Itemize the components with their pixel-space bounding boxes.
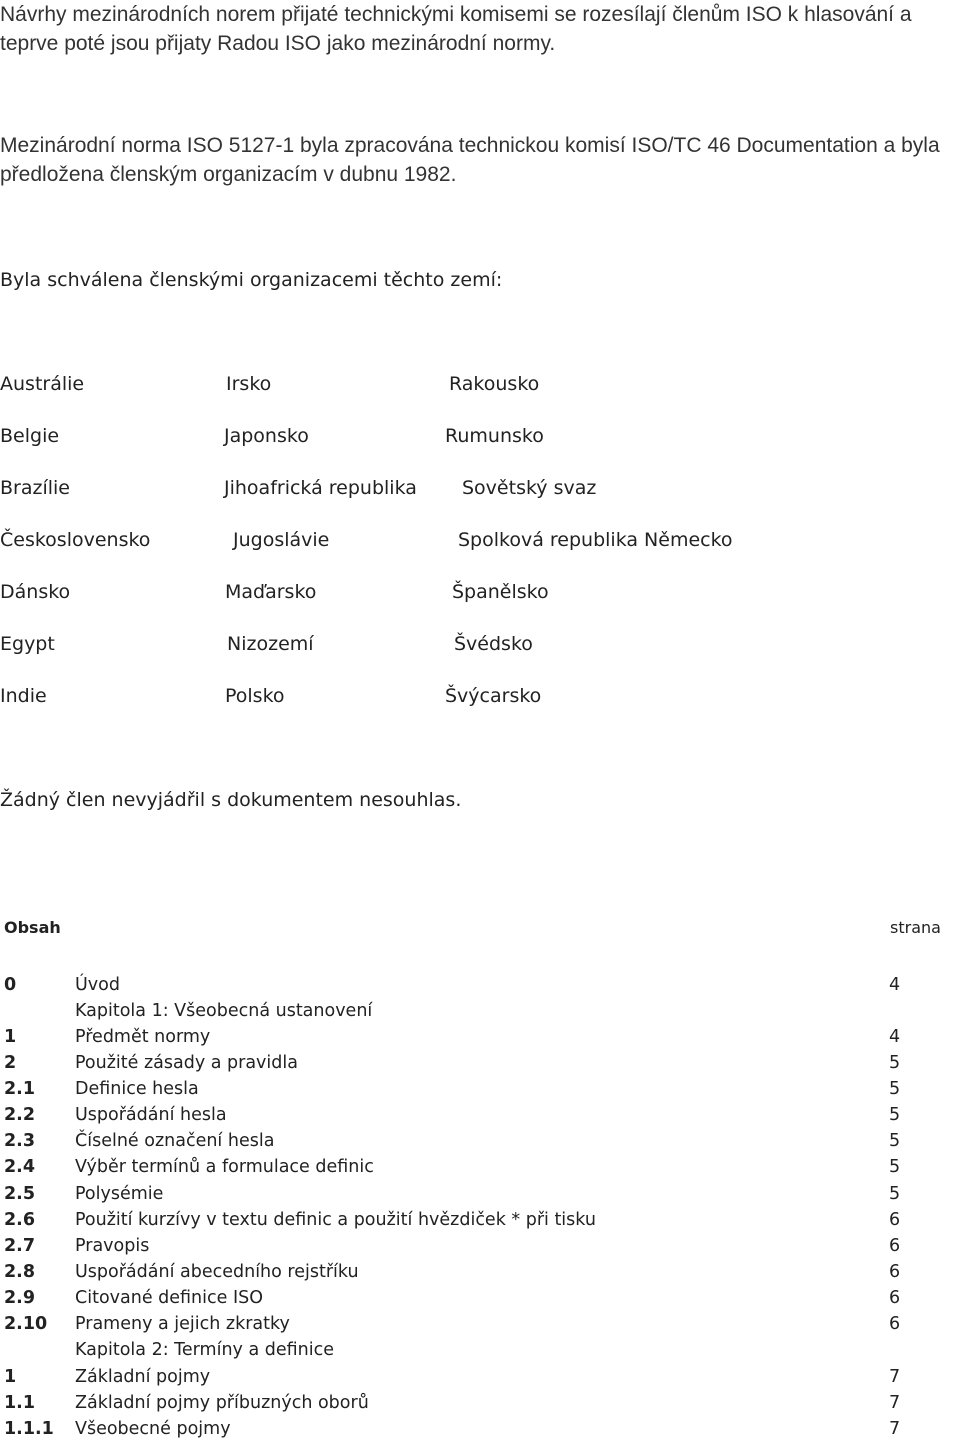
toc-number: 2.8: [4, 1262, 36, 1282]
intro-paragraph-1-line-1: Návrhy mezinárodních norem přijaté technickými komisemi se rozesílají členům ISO k hlasování a: [0, 3, 912, 26]
toc-page-number: 4: [889, 975, 901, 995]
toc-number: 2.9: [4, 1288, 36, 1308]
toc-number: 2.5: [4, 1184, 36, 1204]
toc-number: 2.6: [4, 1210, 36, 1230]
toc-page-number: 6: [889, 1236, 901, 1256]
toc-row: [0, 1208, 960, 1232]
toc-page-number: 7: [889, 1393, 901, 1413]
intro-paragraph-2-line-2: předložena členským organizacím v dubnu 1982.: [0, 163, 457, 186]
toc-title: Kapitola 2: Termíny a definice: [75, 1340, 334, 1360]
toc-number: 1.1.1: [4, 1419, 54, 1439]
country-name: Austrálie: [0, 373, 85, 395]
toc-row: [0, 1234, 960, 1258]
toc-title: Uspořádání abecedního rejstříku: [75, 1262, 359, 1282]
no-objection-text: Žádný člen nevyjádřil s dokumentem nesouhlas.: [0, 789, 462, 811]
toc-page-number: 5: [889, 1105, 901, 1125]
country-name: Irsko: [226, 373, 272, 395]
toc-row: [0, 1051, 960, 1075]
toc-row: [0, 1182, 960, 1206]
country-name: Jihoafrická republika: [224, 477, 417, 499]
toc-title: Prameny a jejich zkratky: [75, 1314, 290, 1334]
toc-title: Kapitola 1: Všeobecná ustanovení: [75, 1001, 373, 1021]
country-name: Japonsko: [224, 425, 309, 447]
country-name: Švédsko: [454, 633, 533, 655]
toc-page-number: 6: [889, 1288, 901, 1308]
toc-page-number: 5: [889, 1157, 901, 1177]
toc-page-number: 5: [889, 1131, 901, 1151]
toc-row: [0, 1025, 960, 1049]
intro-paragraph-2-line-1: Mezinárodní norma ISO 5127-1 byla zpracována technickou komisí ISO/TC 46 Documentation a byla: [0, 134, 940, 157]
toc-row: [0, 1155, 960, 1179]
country-name: Indie: [0, 685, 47, 707]
toc-page-heading: strana: [890, 918, 941, 937]
country-name: Rumunsko: [445, 425, 544, 447]
toc-number: 2.1: [4, 1079, 36, 1099]
toc-row: [0, 973, 960, 997]
toc-page-number: 4: [889, 1027, 901, 1047]
toc-row: [0, 1391, 960, 1415]
toc-number: 2.10: [4, 1314, 48, 1334]
toc-title: Definice hesla: [75, 1079, 199, 1099]
toc-title: Použití kurzívy v textu definic a použití hvězdiček * při tisku: [75, 1210, 596, 1230]
country-name: Jugoslávie: [233, 529, 330, 551]
toc-number: 0: [4, 975, 17, 995]
toc-row: [0, 1286, 960, 1310]
country-name: Rakousko: [449, 373, 540, 395]
toc-number: 2.2: [4, 1105, 36, 1125]
toc-title: Číselné označení hesla: [75, 1131, 275, 1151]
toc-row: [0, 1417, 960, 1441]
country-name: Švýcarsko: [445, 685, 542, 707]
country-name: Dánsko: [0, 581, 71, 603]
country-name: Egypt: [0, 633, 55, 655]
toc-number: 1.1: [4, 1393, 36, 1413]
toc-page-number: 6: [889, 1262, 901, 1282]
country-name: Maďarsko: [225, 581, 317, 603]
toc-page-number: 6: [889, 1314, 901, 1334]
toc-number: 1: [4, 1367, 17, 1387]
toc-number: 1: [4, 1027, 17, 1047]
toc-title: Úvod: [75, 975, 120, 995]
toc-row: [0, 1077, 960, 1101]
toc-number: 2: [4, 1053, 17, 1073]
toc-title: Výběr termínů a formulace definic: [75, 1157, 374, 1177]
country-name: Brazílie: [0, 477, 70, 499]
toc-title: Pravopis: [75, 1236, 150, 1256]
country-name: Nizozemí: [227, 633, 314, 655]
toc-title: Uspořádání hesla: [75, 1105, 227, 1125]
intro-paragraph-1-line-2: teprve poté jsou přijaty Radou ISO jako mezinárodní normy.: [0, 32, 556, 55]
toc-title: Polysémie: [75, 1184, 164, 1204]
country-name: Spolková republika Německo: [458, 529, 733, 551]
country-name: Španělsko: [452, 581, 549, 603]
toc-page-number: 5: [889, 1184, 901, 1204]
toc-page-number: 7: [889, 1367, 901, 1387]
country-name: Sovětský svaz: [462, 477, 597, 499]
toc-heading: Obsah: [4, 918, 61, 937]
toc-row: [0, 1365, 960, 1389]
toc-page-number: 5: [889, 1079, 901, 1099]
toc-page-number: 5: [889, 1053, 901, 1073]
toc-row: [0, 999, 960, 1023]
toc-title: Předmět normy: [75, 1027, 211, 1047]
toc-page-number: 6: [889, 1210, 901, 1230]
toc-number: 2.7: [4, 1236, 36, 1256]
toc-title: Citované definice ISO: [75, 1288, 263, 1308]
toc-title: Použité zásady a pravidla: [75, 1053, 298, 1073]
approved-by-text: Byla schválena členskými organizacemi těchto zemí:: [0, 269, 503, 291]
toc-page-number: 7: [889, 1419, 901, 1439]
toc-row: [0, 1312, 960, 1336]
toc-title: Všeobecné pojmy: [75, 1419, 231, 1439]
toc-row: [0, 1129, 960, 1153]
country-name: Československo: [0, 529, 151, 551]
toc-row: [0, 1338, 960, 1362]
country-name: Polsko: [225, 685, 285, 707]
toc-title: Základní pojmy: [75, 1367, 211, 1387]
country-name: Belgie: [0, 425, 60, 447]
toc-row: [0, 1103, 960, 1127]
toc-number: 2.4: [4, 1157, 36, 1177]
toc-title: Základní pojmy příbuzných oborů: [75, 1393, 369, 1413]
toc-number: 2.3: [4, 1131, 36, 1151]
toc-row: [0, 1260, 960, 1284]
